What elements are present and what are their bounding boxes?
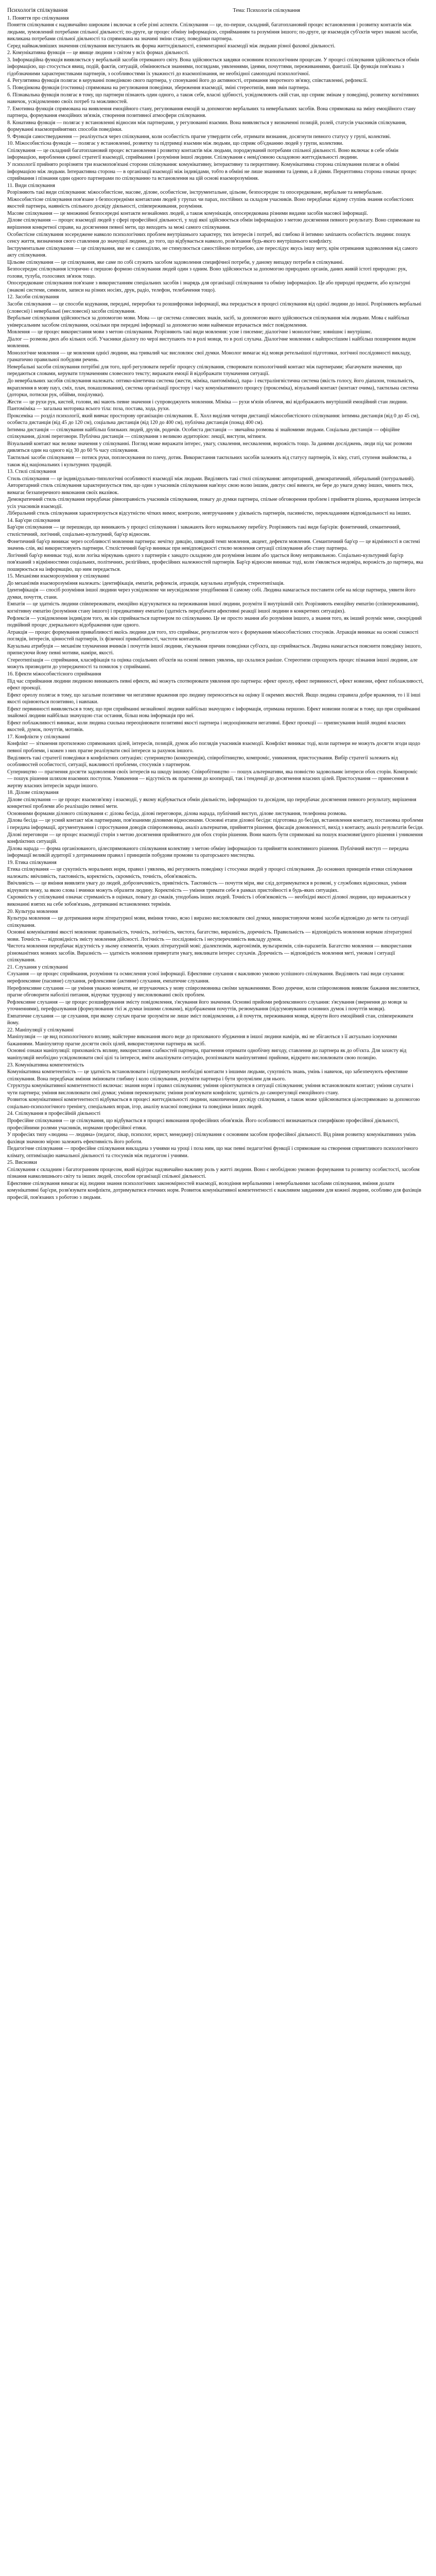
paragraph: Комунікативна компетентність — це здатність встановлювати і підтримувати необхідні контакти з іншими людьми, сукупність знань, умінь і навичок, що забезпечують ефективне спілкування. Вона передбачає вміння змінювати глибину і коло спілкування, розуміти партнера і бути зрозумілим для нього. [7, 1069, 408, 1082]
paragraph: Жести — це рухи рук, кистей, голови, які мають певне значення і супроводжують мовлення. Міміка — рухи м'язів обличчя, які відображають внутрішній емоційний стан людини. Пантоміміка — загальна моторика всього тіла: поза, постава, хода, рухи. [7, 399, 408, 412]
paragraph: 6. Пізнавальна функція полягає в тому, що партнери пізнають один одного, а також себе, власні здібності, усвідомлюють свій стан, що сприяє змінам у поведінці, розвитку когнітивних навичок, усвідомленню своїх потреб та можливостей. [7, 92, 419, 105]
paragraph: Спілкування — це складний багатоплановий процес встановлення і розвитку контактів між людьми, породжуваний потребами спільної діяльності. Воно включає в себе обмін інформацією, вироблення єдиної стратегії взаємодії, сприймання і розуміння іншої людини. Спілкування є невід'ємною складовою життєдіяльності людини. [7, 147, 398, 161]
paragraph: Серед найважливіших значення спілкування виступають як форма життєдіяльності, елементарної взаємодії між людьми різної фахової діяльності. [7, 43, 336, 49]
paragraph: 13. Стилі спілкування [7, 469, 56, 475]
paragraph: Поняття спілкування є надзвичайно широким і включає в себе різні аспекти. Спілкування — це, по-перше, складний, багатоплановий процес встановлення і розвитку контактів між людьми, зумовлений потребами спільної діяльності; по-друге, це процес обміну інформацією, сприйманням та розуміння іншого; по-друге, це взаємодія суб'єктів через знакові засоби, викликана потребами спільної діяльності та спрямована на значимі зміни стану, поведінки партнера. [7, 22, 418, 42]
paragraph: Ділові переговори — це процес взаємодії сторін з метою досягнення прийнятного для обох сторін рішення. Вони мають бути спрямовані на пошук взаємовигідного рішення і уникнення конфліктних ситуацій. [7, 832, 423, 845]
paragraph: 2. Комунікативна функція — це явище людини з світом у всіх формах діяльності. [7, 50, 189, 56]
paragraph: 8. Конативна функція — полягає у встановленні відносин між партнерами, у регулюванні взаємин. Вона виявляється у визначенні позицій, ролей, статусів учасників спілкування, формуванні взаємоприйнятних способів поведінки. [7, 120, 407, 133]
document-body [7, 15, 424, 1201]
paragraph: Ділове спілкування — це процес взаємозв'язку і взаємодії, у якому відбувається обмін діяльністю, інформацією та досвідом, що передбачає досягнення певного результату, вирішення конкретної проблеми або реалізацію певної мети. [7, 796, 416, 810]
paragraph: Атракція — процес формування привабливості якоїсь людини для того, хто сприймає, результатом чого є формування міжособистісних стосунків. Атракція виникає на основі схожості поглядів, інтересів, цінностей партнерів, їх фізичної привабливості, частоти контактів. [7, 629, 418, 642]
paragraph: 12. Засоби спілкування [7, 294, 59, 300]
paragraph: У психології прийнято розрізняти три взаємопов'язані сторони спілкування: комунікативну, інтерактивну та перцептивну. Комунікативна сторона спілкування полягає в обміні інформацією між людьми. Інтерактивна сторона — в організації взаємодії між індивідами, тобто в обміні не лише знаннями та ідеями, а й діями. Перцептивна сторона означає процес сприймання і пізнання один одного партнерами по спілкуванню та встановлення на цій основі взаєморозуміння. [7, 162, 417, 182]
paragraph: Структура комунікативної компетентності включає: знання норм і правил спілкування; уміння орієнтуватися в ситуації спілкування; уміння встановлювати контакт; уміння слухати і чути партнера; уміння висловлювати свої думки; уміння переконувати; уміння розв'язувати конфлікти; здатність до саморегуляції емоційного стану. [7, 1083, 413, 1096]
paragraph: Чистота мовлення передбачає відсутність у ньому елементів, чужих літературній мові: діалектизмів, жаргонізмів, вульгаризмів, слів-паразитів. Багатство мовлення — використання різноманітних мовних засобів. Виразність — здатність мовлення привертати увагу, викликати інтерес слухачів. Доречність — відповідність мовлення меті, умовам і ситуації спілкування. [7, 943, 412, 963]
paragraph: Ефект поблажливості виникає, коли людина схильна переоцінювати позитивні якості партнера і недооцінювати негативні. Ефект проекції — приписування іншій людині власних якостей, думок, почуттів, мотивів. [7, 720, 406, 733]
paragraph: Професійне спілкування — це спілкування, що відбувається в процесі виконання професійних обов'язків. Його особливості визначаються специфікою професійної діяльності, професійними ролями учасників, нормами професійної етики. [7, 1117, 399, 1131]
paragraph: Ефект первинності виявляється в тому, що при сприйманні незнайомої людини найбільш значущою є інформація, отримана першою. Ефект новизни полягає в тому, що при сприйманні знайомої людини найбільш значущою стає остання, більш нова інформація про неї. [7, 706, 421, 719]
paragraph: 10. Міжособистісна функція — полягає у встановленні, розвитку та підтримці взаємин між людьми, що сприяє об'єднанню людей у групи, колективи. [7, 141, 343, 147]
paragraph: 25. Висновки [7, 1160, 37, 1166]
document-subject: Тема: Психологія спілкування [233, 8, 300, 13]
paragraph: До механізмів взаєморозуміння належать: ідентифікація, емпатія, рефлексія, атракція, каузальна атрибуція, стереотипізація. [7, 580, 285, 586]
paragraph: Невербальні засоби спілкування потрібні для того, щоб регулювати перебіг процесу спілкування, створювати психологічний контакт між партнерами; збагачувати значення, що передаються словами, керувати тлумаченням словесного тексту; виражати емоції й відображати тлумачення ситуації. [7, 364, 402, 377]
paragraph: 15. Механізми взаєморозуміння у спілкуванні [7, 573, 110, 580]
paragraph: Діалог — розмова двох або кількох осіб. Учасники діалогу по черзі виступають то в ролі мовця, то в ролі слухача. Діалогічне мовлення є найпростішим і найбільш поширеним видом мовлення. [7, 336, 416, 349]
paragraph: Демократичний стиль спілкування передбачає рівноправність учасників спілкування, повагу до думки партнера, спільне обговорення проблем і прийняття рішень, врахування інтересів усіх учасників взаємодії. [7, 497, 421, 510]
paragraph: Рефлексивне слухання — це процес розшифрування змісту повідомлення, з'ясування його значення. Основні прийоми рефлексивного слухання: з'ясування (звернення до мовця за уточненнями), перефразування (формулювання тієї ж думки іншими словами), відображення почуттів, резюмування (підсумовування основних думок і почуттів мовця). [7, 999, 408, 1012]
paragraph: 4. Регулятивна функція полягає в керуванні поведінкою свого партнера, у спонуканні його до активності, отримання зворотного зв'язку, співставленні, рефлексії. [7, 78, 368, 84]
paragraph: Основні ознаки маніпуляції: прихованість впливу, використання слабкостей партнера, прагнення отримати однобічну вигоду, ставлення до партнера як до об'єкта. Для захисту від маніпуляцій необхідно усвідомлювати свої цілі та інтереси, вміти аналізувати ситуацію, розпізнавати маніпулятивні прийоми, відкрито висловлювати свою позицію. [7, 1048, 407, 1061]
paragraph: Безпосереднє спілкування історично є першою формою спілкування людей один з одним. Воно здійснюється за допомогою природних органів, даних живій істоті природою: рук, голови, тулуба, голосових зв'язок тощо. [7, 266, 407, 279]
paragraph: Маніпуляція — це вид психологічного впливу, майстерне виконання якого веде до прихованого збудження в іншої людини намірів, які не збігаються з її актуально існуючими бажаннями. Маніпулятор прагне досягти своїх цілей, використовуючи партнера як засіб. [7, 1034, 397, 1047]
paragraph: 7. Емотивна функція спрямована на виявлення емоційного стану, регулювання емоцій за допомогою вербальних та невербальних засобів. Вона спрямована на зміну емоційного стану партнера, формування емоційних зв'язків, створення позитивної атмосфери спілкування. [7, 106, 416, 119]
document-title: Психологія спілкування [7, 7, 68, 13]
paragraph: Етика спілкування — це сукупність моральних норм, правил і уявлень, які регулюють поведінку і стосунки людей у процесі спілкування. До основних принципів етики спілкування належать: ввічливість, тактовність, коректність, скромність, точність, обов'язковість. [7, 867, 413, 879]
paragraph: Проксеміка — розділ психології, який вивчає просторову організацію спілкування. Е. Холл виділив чотири дистанції міжособистісного спілкування: інтимна дистанція (від 0 до 45 см), особиста дистанція (від 45 до 120 см), соціальна дистанція (від 120 до 400 см), публічна дистанція (понад 400 см). [7, 413, 420, 426]
paragraph: Емпатичне слухання — це слухання, при якому слухач прагне зрозуміти не лише зміст повідомлення, а й почуття, переживання мовця, відчути його емоційний стан, співпереживати йому. [7, 1013, 413, 1026]
paragraph: 19. Етика спілкування [7, 859, 57, 866]
paragraph: Авторитарний стиль спілкування характеризується тим, що один з учасників спілкування нав'язує свою волю іншим, диктує свої вимоги, не бере до уваги думку інших, чинить тиск, вимагає беззаперечного виконання своїх вказівок. [7, 483, 413, 496]
paragraph: Стиль спілкування — це індивідуально-типологічні особливості взаємодії між людьми. Виділяють такі стилі спілкування: авторитарний, демократичний, ліберальний (потуральний). [7, 476, 415, 482]
paragraph: Розвиток комунікативної компетентності відбувається в процесі життєдіяльності людини, накопичення досвіду спілкування, а також може здійснюватися цілеспрямовано за допомогою соціально-психологічного тренінгу, спеціальних вправ, ігор, аналізу власної поведінки та поведінки інших людей. [7, 1097, 420, 1110]
paragraph: 1. Поняття про спілкування [7, 15, 69, 21]
paragraph: Вербальне спілкування здійснюється за допомогою мови. Мова — це система словесних знаків, засіб, за допомогою якого здійснюється спілкування між людьми. Мова є найбільш універсальним засобом спілкування, оскільки при передачі інформації за допомогою мови найменше втрачається зміст повідомлення. [7, 315, 409, 328]
paragraph: 11. Види спілкування [7, 182, 55, 189]
paragraph: У професіях типу «людина — людина» (педагог, лікар, психолог, юрист, менеджер) спілкування є основним засобом професійної діяльності. Від рівня розвитку комунікативних умінь фахівця значною мірою залежить ефективність його роботи. [7, 1132, 416, 1145]
paragraph: Тактильні засоби спілкування — потиск руки, поплескування по плечу, дотик. Використання тактильних засобів залежить від статусу партнерів, їх віку, статі, ступеня знайомства, а також від національних і культурних традицій. [7, 455, 412, 468]
paragraph: Особистісне спілкування зосереджене навколо психологічних проблем внутрішнього характеру, тих інтересів і потреб, які глибоко й інтимно зачіпають особистість людини: пошук сенсу життя, визначення свого ставлення до значущої людини, до того, що відбувається навколо, розв'язання будь-якого внутрішнього конфлікту. [7, 231, 411, 245]
document-header [7, 7, 424, 14]
paragraph: Бар'єри спілкування — це перешкоди, що виникають у процесі спілкування і заважають його нормальному перебігу. Розрізняють такі види бар'єрів: фонетичний, семантичний, стилістичний, логічний, соціально-культурний, бар'єр відносин. [7, 524, 400, 538]
paragraph: 16. Ефекти міжособистісного сприймання [7, 671, 101, 677]
paragraph: Інструментальне спілкування — це спілкування, яке не є самоціллю, не стимулюється самостійною потребою, але переслідує якусь іншу мету, крім отримання задоволення від самого акту спілкування. [7, 245, 418, 259]
paragraph: Ділова бесіда — це усний контакт між партнерами, пов'язаними діловими відносинами. Основні етапи ділової бесіди: підготовка до бесіди, встановлення контакту, постановка проблеми і передача інформації, аргументування і спростування доводів співрозмовника, аналіз альтернатив, прийняття рішення, фіксація домовленості, вихід з контакту, аналіз результатів бесіди. [7, 818, 424, 831]
paragraph: Спілкування є складним і багатогранним процесом, який відіграє надзвичайно важливу роль у житті людини. Воно є необхідною умовою формування та розвитку особистості, засобом пізнання навколишнього світу та інших людей, способом організації спільної діяльності. [7, 1166, 420, 1180]
paragraph: Емпатія — це здатність людини співпереживати, емоційно відгукуватися на переживання іншої людини, розуміти її внутрішній світ. Розрізняють емоційну емпатію (співпереживання), когнітивну емпатію (розуміння стану іншого) і предикативну емпатію (здатність передбачати афективні реакції іншої людини в конкретних ситуаціях). [7, 601, 419, 615]
paragraph: Виділяють такі стратегії поведінки в конфліктних ситуаціях: суперництво (конкуренція), співробітництво, компроміс, уникнення, пристосування. Вибір стратегії залежить від особливостей особистості, ситуації, важливості проблеми, стосунків з партнером. [7, 755, 398, 768]
paragraph: Суперництво — прагнення досягти задоволення своїх інтересів на шкоду іншому. Співробітництво — пошук альтернативи, яка повністю задовольняє інтереси обох сторін. Компроміс — пошук рішення шляхом взаємних поступок. Уникнення — відсутність як прагнення до кооперації, так і тенденції до досягнення власних цілей. Пристосування — принесення в жертву власних інтересів заради іншого. [7, 769, 418, 789]
paragraph: Логічний бар'єр виникає тоді, коли логіка міркувань одного з партнерів є занадто складною для розуміння іншим або здається йому неправильною. Соціально-культурний бар'єр пов'язаний з відмінностями соціальних, політичних, релігійних, професійних належностей партнерів. Бар'єр відносин виникає тоді, коли з'являється недовіра, ворожість до партнера, яка поширюється на інформацію, що ним передається. [7, 552, 424, 572]
paragraph: 18. Ділове спілкування [7, 790, 59, 796]
paragraph: 24. Спілкування в професійній діяльності [7, 1111, 101, 1117]
paragraph: До невербальних засобів спілкування належать: оптико-кінетична система (жести, міміка, пантоміміка), пара- і екстралінгвістична система (якість голосу, його діапазон, тональність, вкраплення в мову пауз, сміх, плач, покашлювання), система організації простору і часу комунікативного процесу (проксеміка), візуальний контакт (контакт очима), тактильна система (доторки, потиски рук, обійми, поцілунки). [7, 378, 418, 398]
paragraph: Основними формами ділового спілкування є: ділова бесіда, ділові переговори, ділова нарада, публічний виступ, ділове листування, телефонна розмова. [7, 810, 347, 817]
paragraph: 23. Комунікативна компетентність [7, 1062, 84, 1068]
paragraph: Основні комунікативні якості мовлення: правильність, точність, логічність, чистота, багатство, виразність, доречність. Правильність — відповідність мовлення нормам літературної мови. Точність — відповідність змісту мовлення дійсності. Логічність — послідовність і несуперечливість викладу думок. [7, 929, 412, 942]
paragraph: Ідентифікація — спосіб розуміння іншої людини через усвідомлене чи неусвідомлене уподібнення її самому собі. Людина намагається поставити себе на місце партнера, уявити його думки, почуття, стани. [7, 587, 415, 600]
paragraph: Під час сприймання людини людиною виникають певні ефекти, які можуть спотворювати уявлення про партнера: ефект ореолу, ефект первинності, ефект новизни, ефект поблажливості, ефект проекції. [7, 678, 424, 691]
paragraph: Ділова нарада — форма організованого, цілеспрямованого спілкування колективу з метою обміну інформацією та прийняття колективного рішення. Публічний виступ — передача інформації великій аудиторії з дотриманням правил і принципів побудови промови та ораторського мистецтва. [7, 845, 409, 859]
paragraph: 17. Конфлікти у спілкуванні [7, 734, 70, 740]
paragraph: 3. Інформаційна функція виявляється у вербальній засобів отриманого світу. Вона здійснюється завдяки основним психологічним процесам. У процесі спілкування здійснюється обмін інформацією, що стосується явищ, подій, фактів, ситуацій, обмінюються знаннями, поглядами, уявленнями, ідеями, почуттями, переживаннями, фантазії. Ця функція пов'язана з гідобзначними характеристиками партнерів, з особливостями їх уважності до взаємопізнання, не необхідної самоподачі психологічної. [7, 57, 419, 77]
paragraph: Інтимна дистанція — спілкування найбільш близьких людей, друзів, родичів. Особиста дистанція — звичайна розмова зі знайомими людьми. Соціальна дистанція — офіційне спілкування, ділові переговори. Публічна дистанція — спілкування з великою аудиторією: лекції, виступи, мітинги. [7, 427, 400, 440]
paragraph: 21. Слухання у спілкуванні [7, 964, 68, 970]
paragraph: 20. Культура мовлення [7, 908, 58, 914]
paragraph: Мовлення — це процес використання мови з метою спілкування. Розрізняють такі види мовлення: усне і писемне; діалогічне і монологічне; зовнішнє і внутрішнє. [7, 329, 372, 335]
paragraph: Слухання — це процес сприймання, розуміння та осмислення усної інформації. Ефективне слухання є важливою умовою успішного спілкування. Виділяють такі види слухання: нерефлексивне (пасивне) слухання, рефлексивне (активне) слухання, емпатичне слухання. [7, 971, 405, 985]
paragraph: Рефлексія — усвідомлення індивідом того, як він сприймається партнером по спілкуванню. Це не просто знання або розуміння іншого, а знання того, як інший розуміє мене, своєрідний подвійний процес дзеркального відображення одне одного. [7, 615, 422, 629]
paragraph: Скромність у спілкуванні означає стриманість в оцінках, повагу до смаків, уподобань інших людей. Точність і обов'язковість — необхідні якості ділової людини, що виражаються у виконанні взятих на себе зобов'язань, дотриманні встановлених термінів. [7, 894, 411, 907]
paragraph: Каузальна атрибуція — механізм тлумачення вчинків і почуттів іншої людини, з'ясування причин поведінки суб'єкта, що сприймається. Людина намагається пояснити поведінку іншого, приписуючи йому певні мотиви, наміри, якості. [7, 643, 422, 656]
paragraph: 9. Функція самоствердження — реалізується через спілкування, коли особистість прагне утвердити себе, отримати визнання, досягнути певного статусу у групі, колективі. [7, 133, 391, 140]
paragraph: Педагогічне спілкування — професійне спілкування викладача з учнями на уроці і поза ним, що має певні педагогічні функції і спрямоване на створення сприятливого психологічного клімату, оптимізацію навчальної діяльності та стосунків між педагогом і учнями. [7, 1146, 418, 1159]
paragraph: 22. Маніпуляції у спілкуванні [7, 1027, 74, 1033]
paragraph: Ефект ореолу полягає в тому, що загальне позитивне чи негативне враження про людину переноситься на оцінку її окремих якостей. Якщо людина справила добре враження, то і її інші якості оцінюються позитивно, і навпаки. [7, 692, 421, 705]
paragraph: Опосередковане спілкування пов'язане з використанням спеціальних засобів і знарядь для організації спілкування та обміну інформацією. Це або природні предмети, або культурні (знакові системи, символи, записи на різних носіях, друк, радіо, телефон, телебачення тощо). [7, 280, 411, 293]
paragraph: Культура мовлення — це дотримання норм літературної мови, вміння точно, ясно і виразно висловлювати свої думки, використовуючи мовні засоби відповідно до мети та ситуації спілкування. [7, 916, 409, 928]
paragraph: 14. Бар'єри спілкування [7, 517, 60, 523]
paragraph: 5. Поведінкова функція (гостинна) спрямована на регулювання поведінки, збереження взаємодії, зміні стереотипів, вияв змін партнера. [7, 85, 310, 91]
paragraph: Ліберальний стиль спілкування характеризується відсутністю чітких вимог, контролю, невтручанням у діяльність партнерів, пасивністю, перекладанням відповідальності на інших. [7, 511, 411, 517]
paragraph: Конфлікт — зіткнення протилежно спрямованих цілей, інтересів, позицій, думок або поглядів учасників взаємодії. Конфлікт виникає тоді, коли партнери не можуть досягти згоди щодо певної проблеми, і кожен з них прагне реалізувати свої інтереси за рахунок іншого. [7, 741, 421, 754]
paragraph: Розрізняють такі види спілкування: міжособистісне, масове, ділове, особистісне, інструментальне, цільове, безпосереднє та опосередковане, вербальне та невербальне. [7, 190, 383, 196]
paragraph: Ділове спілкування — процес взаємодії людей у сфері професійної діяльності, у ході якої здійснюється обмін інформацією з метою досягнення певного результату. Воно спрямоване на вирішення конкретної справи, на досягнення певної мети, що виходить за межі самого спілкування. [7, 217, 420, 230]
paragraph: Фонетичний бар'єр виникає через особливості мовлення партнера: нечітку дикцію, швидкий темп мовлення, акцент, дефекти мовлення. Семантичний бар'єр — це відмінності в системі значень слів, які використовують партнери. Стилістичний бар'єр виникає при невідповідності стилю мовлення ситуації спілкування або стану партнера. [7, 538, 420, 552]
paragraph: Ефективне спілкування вимагає від людини знання психологічних закономірностей взаємодії, володіння вербальними і невербальними засобами спілкування, вміння долати комунікативні бар'єри, розв'язувати конфлікти, дотримуватися етичних норм. Розвиток комунікативної компетентності є важливим завданням для кожної людини, особливо для фахівців професій, пов'язаних з роботою з людьми. [7, 1180, 422, 1200]
paragraph: Візуальний контакт має велике значення у спілкуванні. Погляд може виражати інтерес, увагу, схвалення, несхвалення, ворожість тощо. За даними досліджень, люди під час розмови дивляться один на одного від 30 до 60 % часу спілкування. [7, 440, 412, 454]
paragraph: Нерефлексивне слухання — це уміння уважно мовчати, не втручаючись у мову співрозмовника своїми зауваженнями. Воно доречне, коли співрозмовник виявляє бажання висловитися, прагне обговорити наболілі питання, відчуває труднощі у висловлюванні своїх проблем. [7, 985, 420, 998]
paragraph: Масове спілкування — це множинні безпосередні контакти незнайомих людей, а також комунікація, опосередкована різними видами засобів масової інформації. [7, 210, 368, 216]
paragraph: Засоби спілкування — це способи кодування, передачі, переробки та розшифровки інформації, яка передається в процесі спілкування від однієї людини до іншої. Розрізняють вербальні (словесні) і невербальні (несловесні) засоби спілкування. [7, 301, 422, 314]
paragraph: Ввічливість — це вміння виявляти увагу до людей, доброзичливість, привітність. Тактовність — почуття міри, яке слід дотримуватися в розмові, у службових відносинах, уміння відчувати межу, за якою слова і вчинки можуть образити людину. Коректність — уміння тримати себе в рамках пристойності в будь-яких ситуаціях. [7, 880, 407, 893]
paragraph: Цільове спілкування — це спілкування, яке саме по собі служить засобом задоволення специфічної потреби, у даному випадку потреби в спілкуванні. [7, 259, 344, 265]
paragraph: Монологічне мовлення — це мовлення однієї людини, яка тривалий час висловлює свої думки. Монолог вимагає від мовця ретельнішої підготовки, логічної послідовності викладу, граматично правильної побудови речень. [7, 350, 411, 363]
paragraph: Стереотипізація — сприймання, класифікація та оцінка соціальних об'єктів на основі певних уявлень, що склалися раніше. Стереотипи спрощують процес пізнання іншої людини, але можуть призводити до упередженості та помилок у сприйманні. [7, 657, 418, 670]
paragraph: Міжособистісне спілкування пов'язане з безпосередніми контактами людей у групах чи парах, постійних за складом учасників. Воно передбачає відому ступінь знання особистісних якостей партнера, наявність спільного досвіду діяльності, співпереживання, розуміння. [7, 196, 414, 210]
